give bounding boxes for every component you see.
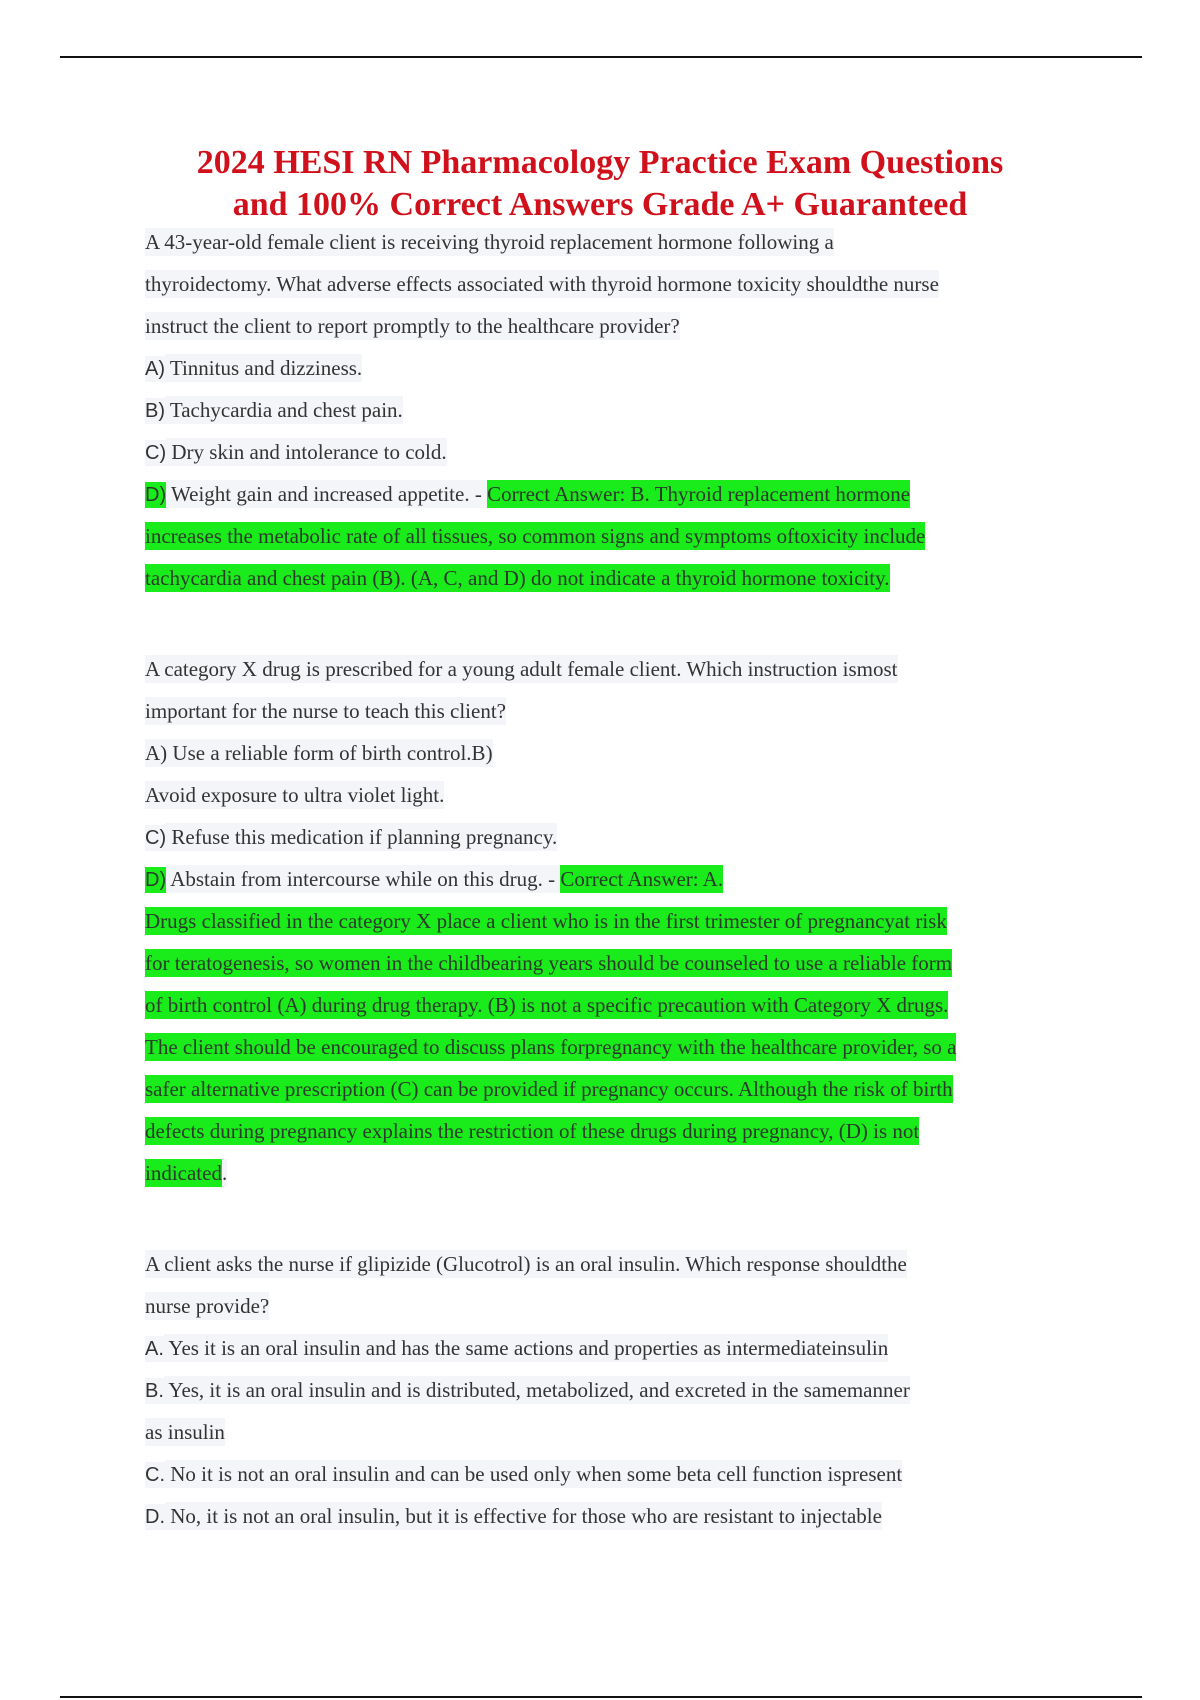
text-line (145, 774, 1095, 816)
text-segment: Avoid exposure to ultra violet light. (145, 783, 445, 807)
option-label: C. (145, 1464, 165, 1486)
highlighted-answer-text: increases the metabolic rate of all tissues, so common signs and symptoms oftoxicity include (145, 524, 926, 548)
text-line (145, 900, 1095, 942)
bottom-rule (60, 1696, 1142, 1698)
text-segment: Abstain from intercourse while on this drug. - (166, 867, 561, 891)
highlighted-answer-text: indicated (145, 1161, 222, 1185)
text-line (145, 263, 1095, 305)
text-segment: Refuse this medication if planning pregnancy. (166, 825, 558, 849)
text-line (145, 1369, 1095, 1411)
text-segment: important for the nurse to teach this client? (145, 699, 506, 723)
question-3 (145, 1243, 1095, 1537)
option-label: C) (145, 442, 167, 464)
text-segment: A client asks the nurse if glipizide (Glucotrol) is an oral insulin. Which response shouldthe (145, 1252, 907, 1276)
text-segment: Weight gain and increased appetite. - (166, 482, 488, 506)
highlighted-answer-text: safer alternative prescription (C) can be provided if pregnancy occurs. Although the risk of birth (145, 1077, 953, 1101)
text-line (145, 984, 1095, 1026)
title-line-2: and 100% Correct Answers Grade A+ Guaranteed (232, 186, 968, 223)
option-label: B. (145, 1380, 164, 1402)
text-line (145, 431, 1095, 473)
text-segment: A category X drug is prescribed for a young adult female client. Which instruction ismost (145, 657, 898, 681)
option-label: A) (145, 358, 165, 380)
text-segment: nurse provide? (145, 1294, 270, 1318)
text-line (145, 557, 1095, 599)
highlighted-answer-text: D) (145, 869, 167, 891)
text-segment: A) Use a reliable form of birth control.B) (145, 741, 493, 765)
option-label: B) (145, 400, 165, 422)
highlighted-answer-text: defects during pregnancy explains the restriction of these drugs during pregnancy, (D) is not (145, 1119, 920, 1143)
option-label: C) (145, 827, 167, 849)
text-line (145, 515, 1095, 557)
text-segment: instruct the client to report promptly to the healthcare provider? (145, 314, 680, 338)
highlighted-answer-text: D) (145, 484, 167, 506)
text-line (145, 690, 1095, 732)
text-segment: Yes, it is an oral insulin and is distributed, metabolized, and excreted in the samemanner (163, 1378, 910, 1402)
highlighted-answer-text: for teratogenesis, so women in the childbearing years should be counseled to use a reliable form (145, 951, 953, 975)
text-line (145, 1110, 1095, 1152)
text-line (145, 1068, 1095, 1110)
text-segment: A 43-year-old female client is receiving thyroid replacement hormone following a (145, 230, 834, 254)
text-line (145, 389, 1095, 431)
text-line (145, 305, 1095, 347)
text-line (145, 473, 1095, 515)
text-segment: . (221, 1161, 228, 1185)
question-2 (145, 648, 1095, 1194)
highlighted-answer-text: tachycardia and chest pain (B). (A, C, and D) do not indicate a thyroid hormone toxicity. (145, 566, 890, 590)
text-line (145, 1243, 1095, 1285)
text-line (145, 648, 1095, 690)
option-label: A. (145, 1338, 164, 1360)
text-line (145, 1026, 1095, 1068)
text-segment: Dry skin and intolerance to cold. (166, 440, 447, 464)
text-line (145, 1327, 1095, 1369)
text-line (145, 347, 1095, 389)
text-segment: No, it is not an oral insulin, but it is effective for those who are resistant to injectable (165, 1504, 882, 1528)
top-rule (60, 56, 1142, 58)
text-line (145, 1411, 1095, 1453)
question-1 (145, 221, 1095, 599)
text-segment: Yes it is an oral insulin and has the same actions and properties as intermediateinsulin (163, 1336, 889, 1360)
text-line (145, 1495, 1095, 1537)
highlighted-answer-text: The client should be encouraged to discuss plans forpregnancy with the healthcare provider, so a (145, 1035, 957, 1059)
text-line (145, 942, 1095, 984)
text-line (145, 1285, 1095, 1327)
highlighted-answer-text: Drugs classified in the category X place a client who is in the first trimester of pregnancyat risk (145, 909, 947, 933)
text-line (145, 858, 1095, 900)
text-line (145, 221, 1095, 263)
text-line (145, 1453, 1095, 1495)
text-line (145, 816, 1095, 858)
text-segment: Tachycardia and chest pain. (165, 398, 403, 422)
highlighted-answer-text: Correct Answer: B. Thyroid replacement hormone (487, 482, 911, 506)
document-title (0, 142, 1200, 226)
text-segment: thyroidectomy. What adverse effects associated with thyroid hormone toxicity shouldthe nurse (145, 272, 939, 296)
option-label: D. (145, 1506, 165, 1528)
text-segment: Tinnitus and dizziness. (165, 356, 363, 380)
text-segment: as insulin (145, 1420, 225, 1444)
highlighted-answer-text: Correct Answer: A. (560, 867, 724, 891)
text-segment: No it is not an oral insulin and can be used only when some beta cell function ispresent (165, 1462, 903, 1486)
text-line (145, 732, 1095, 774)
title-line-1: 2024 HESI RN Pharmacology Practice Exam Questions (196, 144, 1004, 181)
text-line (145, 1152, 1095, 1194)
highlighted-answer-text: of birth control (A) during drug therapy. (B) is not a specific precaution with Category X drugs. (145, 993, 949, 1017)
